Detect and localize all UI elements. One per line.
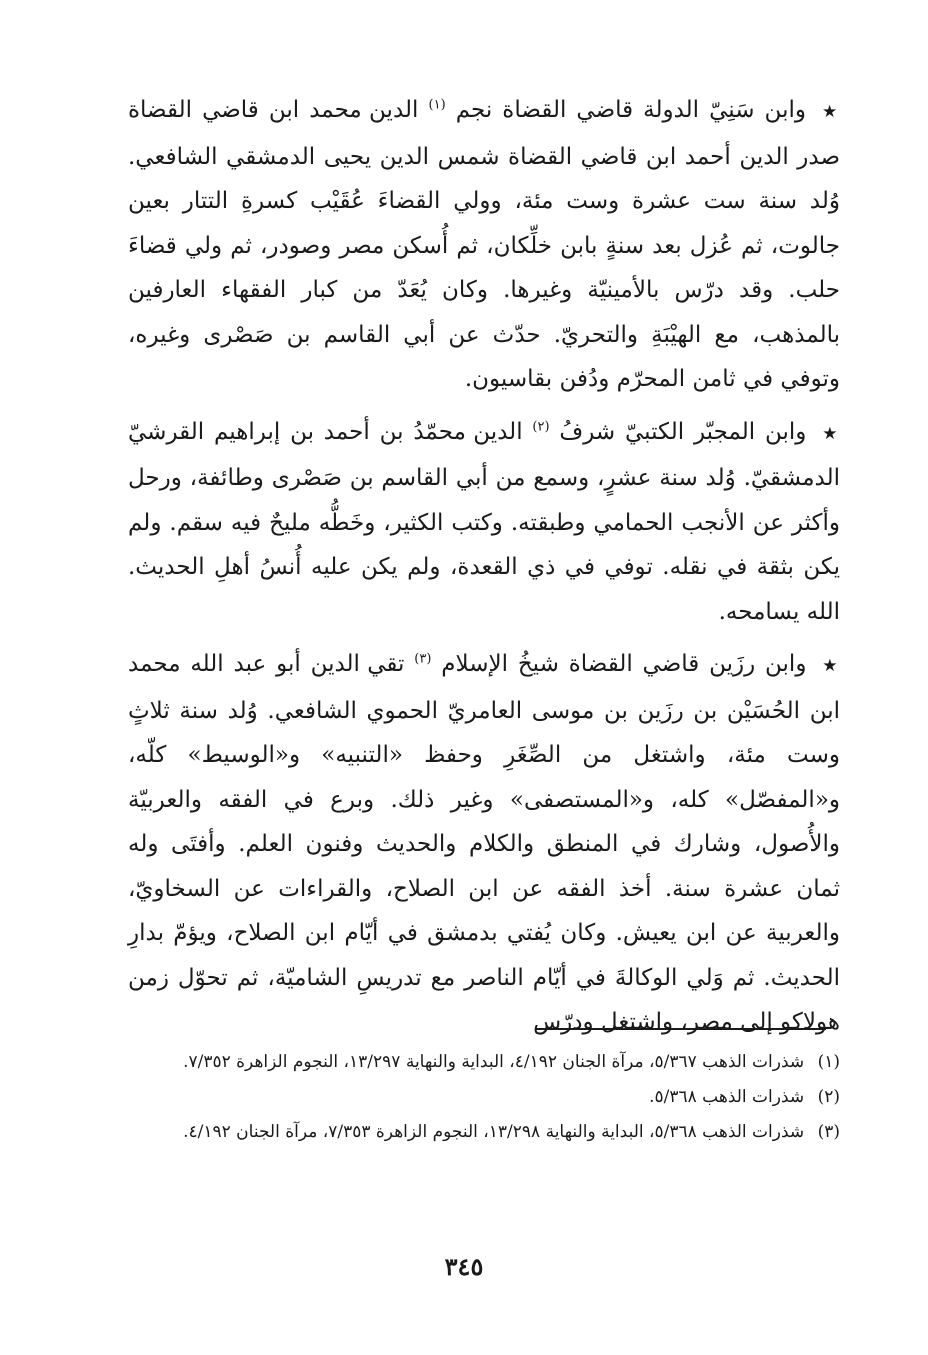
star-marker-icon: ★ (822, 102, 841, 122)
footnote-separator (536, 1028, 826, 1030)
footnote-text: شذرات الذهب ٥/٣٦٨. (649, 1087, 805, 1107)
footnote-text: شذرات الذهب ٥/٣٦٧، مرآة الجنان ٤/١٩٢، البداية والنهاية ١٣/٢٩٧، النجوم الزاهرة ٧/٣٥٢. (183, 1052, 805, 1072)
footnote-text: شذرات الذهب ٥/٣٦٨، البداية والنهاية ١٣/٢٩٨، النجوم الزاهرة ٧/٣٥٣، مرآة الجنان ٤/١٩٢. (183, 1122, 805, 1142)
entry-body: تقي الدين أبو عبد الله محمد ابن الحُسَيْن بن رزَين بن موسى العامريّ الحموي الشافعي. وُلد سنة ثلاثٍ وست مئة، واشتغل من الصِّغَرِ وحفظ «التنبيه» و«الوسيط» كلّه، و«المفصّل» كله، و«المستصفى» وغير ذلك. وبرع في الفقه والعربيّة والأُصول، وشارك في المنطق والكلام والحديث وفنون العلم. وأفتَى وله ثمان عشرة سنة. أخذ الفقه عن ابن الصلاح، والقراءات عن السخاويّ، والعربية عن ابن يعيش. وكان يُفتي بدمشق في أيّام ابن الصلاح، ويؤمّ بدارِ الحديث. ثم وَلي الوكالةَ في أيّام الناصر مع تدريسِ الشاميّة، ثم تحوّل زمن هولاكو إلى مصر، واشتغل ودرّس (128, 651, 840, 1035)
biography-entry-1 (128, 88, 840, 402)
biography-entry-2 (128, 410, 840, 635)
footnote-2 (128, 1083, 840, 1112)
entry-head: وابن المجبّر الكتبيّ شرفُ (559, 418, 807, 445)
footnote-3 (128, 1118, 840, 1147)
footnote-reference: (٣) (414, 651, 432, 667)
footnote-number: (٢) (817, 1087, 840, 1107)
footnotes (128, 1048, 840, 1153)
footnote-number: (٣) (817, 1122, 840, 1142)
entry-body: الدين محمد ابن قاضي القضاة صدر الدين أحمد ابن قاضي القضاة شمس الدين يحيى الدمشقي الشافعي. وُلد سنة ست عشرة وست مئة، وولي القضاءَ عُقَيْب كسرةِ التتار بعين جالوت، ثم عُزل بعد سنةٍ بابن خلِّكان، ثم أُسكن مصر وصودر، ثم ولي قضاءَ حلب. وقد درّس بالأمينيّة وغيرها. وكان يُعَدّ من كبار الفقهاء العارفين بالمذهب، مع الهيْبَةِ والتحريّ. حدّث عن أبي القاسم بن صَصْرى وغيره، وتوفي في ثامن المحرّم ودُفن بقاسيون. (128, 97, 840, 392)
entry-body: الدين محمّدُ بن أحمد بن إبراهيم القرشيّ الدمشقيّ. وُلد سنة عشرٍ، وسمع من أبي القاسم بن صَصْرى وطائفة، ورحل وأكثر عن الأنجب الحمامي وطبقته. وكتب الكثير، وخَطُّه مليحٌ فيه سقم. ولم يكن بثقة في نقله. توفي في ذي القعدة، ولم يكن عليه أُنسُ أهلِ الحديث. الله يسامحه. (128, 418, 840, 625)
star-marker-icon: ★ (822, 423, 840, 444)
footnote-reference: (٢) (532, 418, 550, 434)
entry-head: وابن سَنِيّ الدولة قاضي القضاة نجم (455, 97, 806, 123)
main-text (128, 88, 840, 1053)
star-marker-icon: ★ (822, 656, 841, 676)
entry-head: وابن رزَين قاضي القضاة شيخُ الإسلام (441, 651, 807, 677)
biography-entry-3 (128, 642, 840, 1045)
page-number: ٣٤٥ (444, 1252, 484, 1281)
footnote-1 (128, 1048, 840, 1077)
footnote-reference: (١) (428, 97, 446, 113)
footnote-number: (١) (817, 1052, 840, 1072)
